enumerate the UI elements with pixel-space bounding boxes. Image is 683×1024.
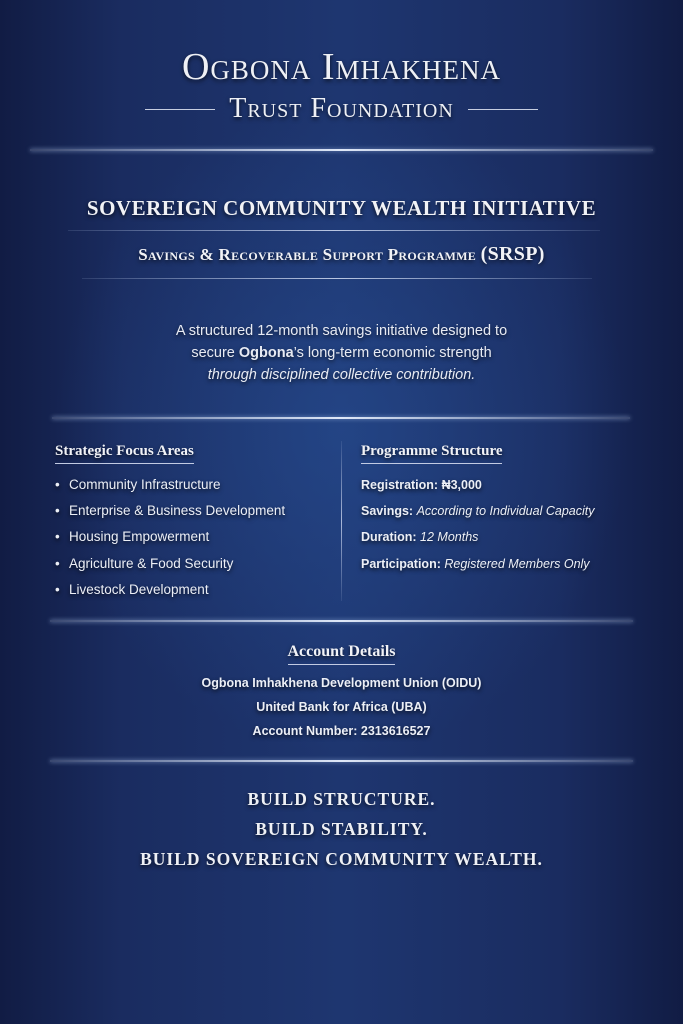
intro-text (0, 320, 683, 386)
intro-line-3 (0, 364, 683, 386)
focus-areas-section (55, 442, 335, 603)
intro-divider (52, 417, 630, 419)
account-number-label: Account Number: (252, 724, 358, 738)
intro-line-2-pre: secure (191, 345, 239, 361)
slogan-line-2: BUILD STABILITY. (255, 819, 428, 839)
account-heading: Account Details (288, 643, 396, 665)
account-divider (50, 760, 633, 762)
focus-area-item: • Agriculture & Food Security (55, 551, 335, 577)
columns-divider (50, 620, 633, 622)
initiative-title: SOVEREIGN COMMUNITY WEALTH INITIATIVE (86, 196, 597, 220)
intro-line-2-post: ’s long-term economic strength (293, 345, 492, 361)
programme-acronym: (SRSP) (480, 243, 545, 265)
intro-community-name: Ogbona (238, 345, 294, 361)
account-name: Ogbona Imhakhena Development Union (OIDU) (201, 676, 482, 690)
org-subtitle-row (0, 93, 683, 125)
focus-areas-list (55, 472, 335, 603)
account-bank: United Bank for Africa (UBA) (256, 700, 427, 714)
programme-name: Savings & Recoverable Support Programme (138, 245, 477, 264)
account-heading-wrap (0, 643, 683, 665)
header-divider (30, 149, 653, 151)
structure-value: Registered Members Only (444, 556, 590, 571)
subtitle-rule-left (145, 109, 215, 110)
structure-row-participation (361, 551, 661, 577)
column-divider (341, 441, 342, 601)
programme-structure-heading: Programme Structure (361, 443, 502, 464)
structure-value: 12 Months (420, 530, 479, 545)
structure-key: Registration: (361, 478, 439, 492)
slogan-line-3: BUILD SOVEREIGN COMMUNITY WEALTH. (140, 849, 543, 869)
focus-area-item: • Enterprise & Business Development (55, 498, 335, 524)
structure-key: Duration: (361, 530, 417, 545)
structure-key: Participation: (361, 556, 441, 571)
structure-row-savings (361, 498, 661, 524)
account-number-row (0, 724, 683, 738)
initiative-divider (68, 230, 600, 231)
structure-value: ₦3,000 (441, 478, 482, 492)
structure-value: According to Individual Capacity (416, 504, 595, 519)
focus-area-item: • Community Infrastructure (55, 472, 335, 498)
programme-structure-section (361, 442, 661, 577)
intro-line-2 (0, 342, 683, 364)
subtitle-rule-right (468, 109, 538, 110)
structure-row-duration (361, 524, 661, 550)
intro-line-3-text: through disciplined collective contribution. (207, 367, 476, 383)
focus-area-item: • Livestock Development (55, 577, 335, 603)
focus-area-item: • Housing Empowerment (55, 524, 335, 550)
account-number: 2313616527 (360, 724, 431, 738)
intro-line-1: A structured 12-month savings initiative designed to (175, 323, 508, 339)
org-name: Ogbona Imhakhena (181, 46, 502, 88)
focus-areas-heading: Strategic Focus Areas (55, 443, 194, 464)
programme-title (0, 243, 683, 266)
programme-divider (82, 278, 592, 279)
slogan-line-1: BUILD STRUCTURE. (247, 789, 436, 809)
org-subtitle: Trust Foundation (229, 93, 454, 124)
structure-row-registration (361, 472, 661, 498)
structure-key: Savings: (361, 504, 414, 519)
